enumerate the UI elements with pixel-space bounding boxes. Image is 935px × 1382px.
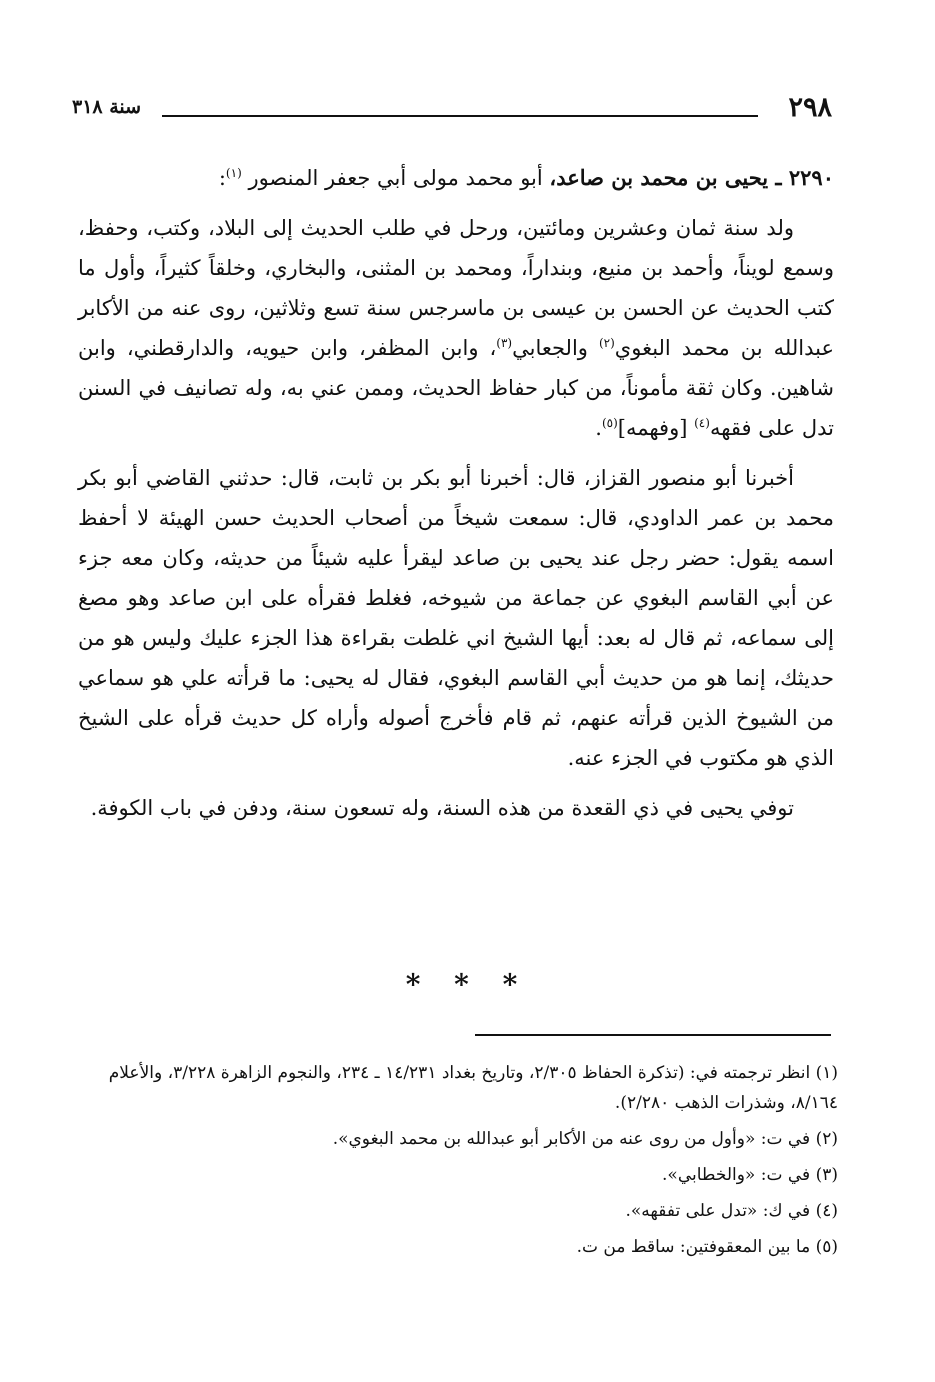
running-header [72,92,832,132]
footnotes [78,1058,838,1268]
footnote-rule [475,1034,831,1036]
footnote-mark: (٥) [601,416,618,430]
paragraph-text: ، وابن المظفر، وابن حيويه، والدارقطني، وابن شاهين. وكان ثقة مأموناً، من كبار حفاظ الحديث، وممن عني به، وله تصانيف في السنن تدل على فقهه [78,336,834,440]
footnote-4: (٤) في ك: «تدل على تفقهه». [625,1201,838,1221]
paragraph-text: والجعابي [512,336,599,360]
paragraph-death: توفي يحيى في ذي القعدة من هذه السنة، وله تسعون سنة، ودفن في باب الكوفة. [90,796,794,820]
footnote-3: (٣) في ت: «والخطابي». [662,1165,838,1185]
footnote-mark: (١) [225,166,242,180]
footnote-2: (٢) في ت: «وأول من روى عنه من الأكابر أبو عبدالله بن محمد البغوي». [332,1129,838,1149]
paragraph-biography [78,208,834,448]
header-rule [162,115,758,117]
footnote-1: (١) انظر ترجمته في: (تذكرة الحفاظ ٢/٣٠٥، وتاريخ بغداد ١٤/٢٣١ ـ ٢٣٤، والنجوم الزاهرة ٣/٢٢٨، والأعلام ٨/١٦٤، وشذرات الذهب ٢/٢٨٠). [108,1063,838,1113]
page-number: ٢٩٨ [788,92,832,123]
entry-heading [78,158,834,198]
paragraph-text: . [595,416,602,440]
entry-heading-rest: أبو محمد مولى أبي جعفر المنصور [248,166,543,190]
footnote-5: (٥) ما بين المعقوفتين: ساقط من ت. [576,1237,838,1257]
footnote-mark: (٤) [694,416,710,430]
entry-number-name: ٢٢٩٠ ـ يحيى بن محمد بن صاعد، [549,165,834,190]
paragraph-narration: أخبرنا أبو منصور القزاز، قال: أخبرنا أبو بكر بن ثابت، قال: حدثني القاضي أبو بكر محمد بن عمر الداودي، قال: سمعت شيخاً من أصحاب الحديث حسن الهيئة لا أحفظ اسمه يقول: حضر رجل عند يحيى بن صاعد ليقرأ عليه شيئاً من حديثه، وكان معه جزء عن أبي القاسم البغوي عن جماعة من شيوخه، فغلط فقرأه على ابن صاعد وهو مصغ إلى سماعه، ثم قال له بعد: أيها الشيخ اني غلطت بقراءة هذا الجزء عليك وليس هو من حديثك، إنما هو من حديث أبي القاسم البغوي، فقال له يحيى: ما قرأته علي هو سماعي من الشيوخ الذين قرأته عنهم، ثم قام فأخرج أصوله وأراه كل حديث قرأه على الشيخ الذي هو مكتوب في الجزء عنه. [78,466,834,770]
main-text [78,158,834,838]
entry-heading-end: : [218,166,226,190]
footnote-mark: (٣) [496,336,513,350]
paragraph-text: ولد سنة ثمان وعشرين ومائتين، ورحل في طلب الحديث إلى البلاد، وكتب، وحفظ، وسمع لويناً، وأحمد بن منيع، وبنداراً، ومحمد بن المثنى، والبخاري، وخلقاً كثيراً، وأول ما كتب الحديث عن الحسن بن عيسى بن ماسرجس سنة تسع وثلاثين، روى عنه من الأكابر عبدالله بن محمد البغوي [78,216,834,360]
running-year: سنة ٣١٨ [72,96,142,118]
section-separator: * * * [405,968,530,1001]
paragraph-text: [وفهمه] [617,416,695,440]
footnote-mark: (٢) [598,336,615,350]
